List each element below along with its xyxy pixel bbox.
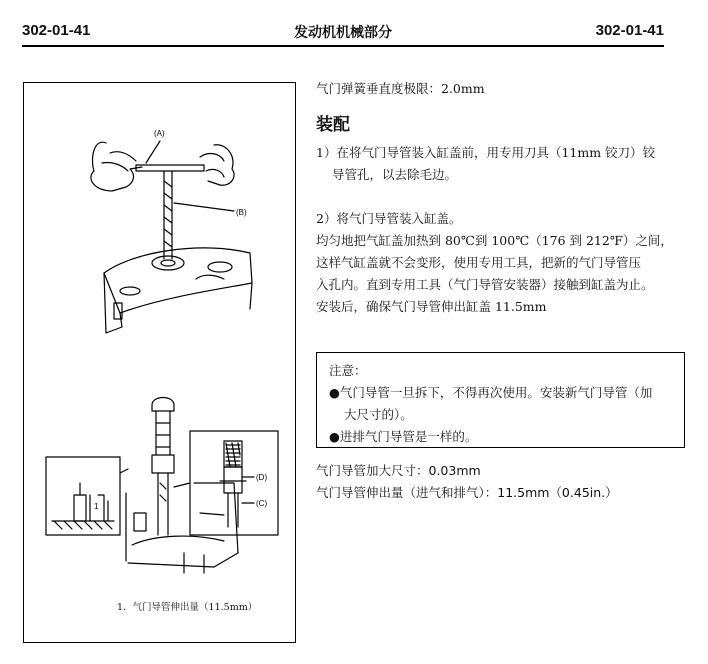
figure-label-a: (A)	[154, 129, 165, 138]
figure-illustration	[24, 83, 297, 644]
step-2-line: 均匀地把气缸盖加热到 80℃到 100℃（176 到 212℉）之间，	[316, 233, 673, 248]
step-2-line: 安装后，确保气门导管伸出缸盖 11.5mm	[316, 299, 547, 314]
figure-label-b: (B)	[236, 208, 247, 217]
guide-protrusion-spec: 气门导管伸出量（进气和排气）：11.5mm（0.45in.）	[316, 485, 618, 500]
note-title: 注意：	[329, 363, 367, 378]
step-2-title: 2）将气门导管装入缸盖。	[316, 211, 462, 226]
page-code-left: 302-01-41	[22, 22, 91, 39]
header-rule	[22, 45, 664, 47]
caution-note	[316, 352, 685, 448]
step-1-line-2: 导管孔，以去除毛边。	[332, 167, 458, 182]
step-1	[316, 142, 688, 186]
note-item-1-line-1: ●气门导管一旦拆下，不得再次使用。安装新气门导管（加	[329, 385, 653, 400]
page-code-right: 302-01-41	[595, 22, 664, 39]
guide-oversize-spec: 气门导管加大尺寸：0.03mm	[316, 463, 481, 478]
section-title: 发动机机械部分	[294, 25, 392, 41]
note-item-2: ●进排气门导管是一样的。	[329, 429, 478, 444]
step-1-line-1: 1）在将气门导管装入缸盖前，用专用刀具（11mm 铰刀）铰	[316, 145, 656, 160]
installer-illustration	[46, 398, 278, 574]
step-2-line: 入孔内。直到专用工具（气门导管安装器）接触到缸盖为止。	[316, 277, 654, 292]
reaming-illustration	[91, 141, 252, 333]
figure-box	[23, 82, 296, 643]
note-item-1-line-2: 大尺寸的）。	[344, 407, 413, 422]
section-heading: 装配	[316, 115, 350, 135]
spring-squareness-limit: 气门弹簧垂直度极限：2.0mm	[316, 81, 485, 96]
figure-caption: 1．气门导管伸出量（11.5mm）	[117, 602, 258, 613]
step-2-body	[316, 230, 688, 318]
figure-label-c: (C)	[256, 499, 268, 508]
page-header	[22, 22, 664, 44]
figure-label-1: 1	[94, 502, 99, 511]
step-2-line: 这样气缸盖就不会变形，使用专用工具，把新的气门导管压	[316, 255, 642, 270]
figure-label-d: (D)	[256, 473, 268, 482]
